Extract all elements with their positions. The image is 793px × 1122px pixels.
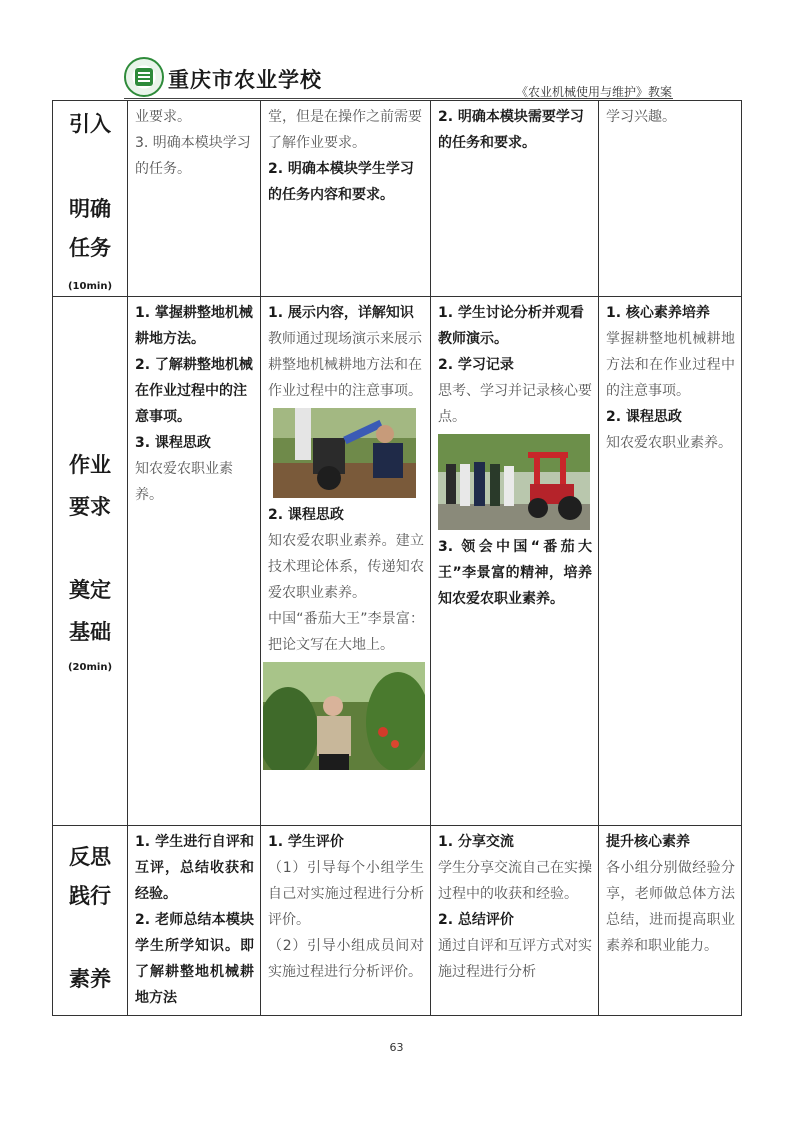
cell-text: （1）引导每个小组学生自己对实施过程进行分析评价。 (268, 860, 424, 928)
stage-label: 要求 (69, 495, 111, 519)
stage-label: 基础 (69, 620, 111, 644)
cell-text: 教师通过现场演示来展示耕整地机械耕地方法和在作业过程中的注意事项。 (268, 331, 422, 399)
cell-text: 2. 明确本模块需要学习的任务和要求。 (438, 109, 584, 151)
content-cell (128, 826, 261, 1016)
content-cell (431, 826, 599, 1016)
school-emblem-icon (124, 57, 164, 97)
tomato-king-photo (263, 662, 425, 770)
students-tractor-photo (438, 434, 590, 530)
school-name: 重庆市农业学校 (168, 68, 322, 92)
cell-text: 各小组分别做经验分享，老师做总体方法总结，进而提高职业素养和职业能力。 (606, 860, 735, 954)
content-cell (128, 297, 261, 826)
table-row (53, 101, 742, 297)
content-cell (261, 297, 431, 826)
stage-label: 任务 (69, 236, 111, 260)
cell-text: 掌握耕整地机械耕地方法和在作业过程中的注意事项。 (606, 331, 735, 399)
stage-time: (10min) (67, 281, 113, 292)
table-row (53, 297, 742, 826)
cell-text: 通过自评和互评方式对实施过程进行分析 (438, 938, 592, 980)
content-cell (261, 101, 431, 297)
content-cell (431, 101, 599, 297)
content-cell (128, 101, 261, 297)
cell-text: 1. 展示内容，详解知识 (268, 305, 414, 321)
cell-text: 1. 掌握耕整地机械耕地方法。 (135, 305, 253, 347)
stage-cell (53, 826, 128, 1016)
stage-cell (53, 297, 128, 826)
page-header (0, 0, 793, 100)
cell-text: 2. 明确本模块学生学习的任务内容和要求。 (268, 161, 414, 203)
content-cell (599, 826, 742, 1016)
cell-text: 知农爱农职业素养。 (606, 435, 732, 451)
header-divider (124, 98, 673, 99)
cell-text: 2. 总结评价 (438, 912, 514, 928)
cell-text: 3. 明确本模块学习的任务。 (135, 135, 251, 177)
cell-text: 提升核心素养 (606, 834, 690, 850)
cell-text: （2）引导小组成员间对实施过程进行分析评价。 (268, 938, 424, 980)
content-cell (599, 297, 742, 826)
stage-cell (53, 101, 128, 297)
cell-text: 3. 课程思政 (135, 435, 211, 451)
table-row (53, 826, 742, 1016)
stage-label: 作业 (69, 453, 111, 477)
stage-label: 奠定 (69, 578, 111, 602)
cell-text: 2. 了解耕整地机械在作业过程中的注意事项。 (135, 357, 253, 425)
cell-text: 1. 学生讨论分析并观看教师演示。 (438, 305, 584, 347)
stage-label: 反思 (69, 845, 111, 869)
cell-text: 1. 分享交流 (438, 834, 514, 850)
cell-text: 堂，但是在操作之前需要了解作业要求。 (268, 109, 422, 151)
cell-text: 1. 学生进行自评和互评，总结收获和经验。 (135, 834, 254, 902)
cell-text: 知农爱农职业素养。 (135, 461, 233, 503)
content-cell (599, 101, 742, 297)
cell-text: 2. 课程思政 (268, 507, 344, 523)
cell-text: 1. 学生评价 (268, 834, 344, 850)
cell-text: 1. 核心素养培养 (606, 305, 710, 321)
cell-text: 2. 老师总结本模块学生所学知识。即了解耕整地机械耕地方法 (135, 912, 254, 1006)
cell-text: 知农爱农职业素养。建立技术理论体系，传递知农爱农职业素养。 (268, 533, 424, 601)
content-cell (431, 297, 599, 826)
cell-text: 3. 领会中国“番茄大王”李景富的精神，培养知农爱农职业素养。 (438, 539, 592, 607)
cell-text: 2. 课程思政 (606, 409, 682, 425)
lesson-plan-table (52, 100, 742, 1016)
course-title: 《农业机械使用与维护》教案 (516, 85, 673, 99)
stage-label: 明确 (69, 197, 111, 221)
stage-label: 引入 (69, 112, 111, 136)
cell-text: 学习兴趣。 (606, 109, 676, 125)
cell-text: 学生分享交流自己在实操过程中的收获和经验。 (438, 860, 592, 902)
cell-text: 2. 学习记录 (438, 357, 514, 373)
cell-text: 思考、学习并记录核心要点。 (438, 383, 592, 425)
content-cell (261, 826, 431, 1016)
tiller-demonstration-photo (273, 408, 416, 498)
cell-text: 业要求。 (135, 109, 191, 125)
stage-label: 素养 (69, 967, 111, 991)
stage-time: (20min) (67, 662, 113, 673)
cell-text: 中国“番茄大王”李景富：把论文写在大地上。 (268, 611, 424, 653)
page-number: 63 (389, 1041, 404, 1054)
stage-label: 践行 (69, 884, 111, 908)
